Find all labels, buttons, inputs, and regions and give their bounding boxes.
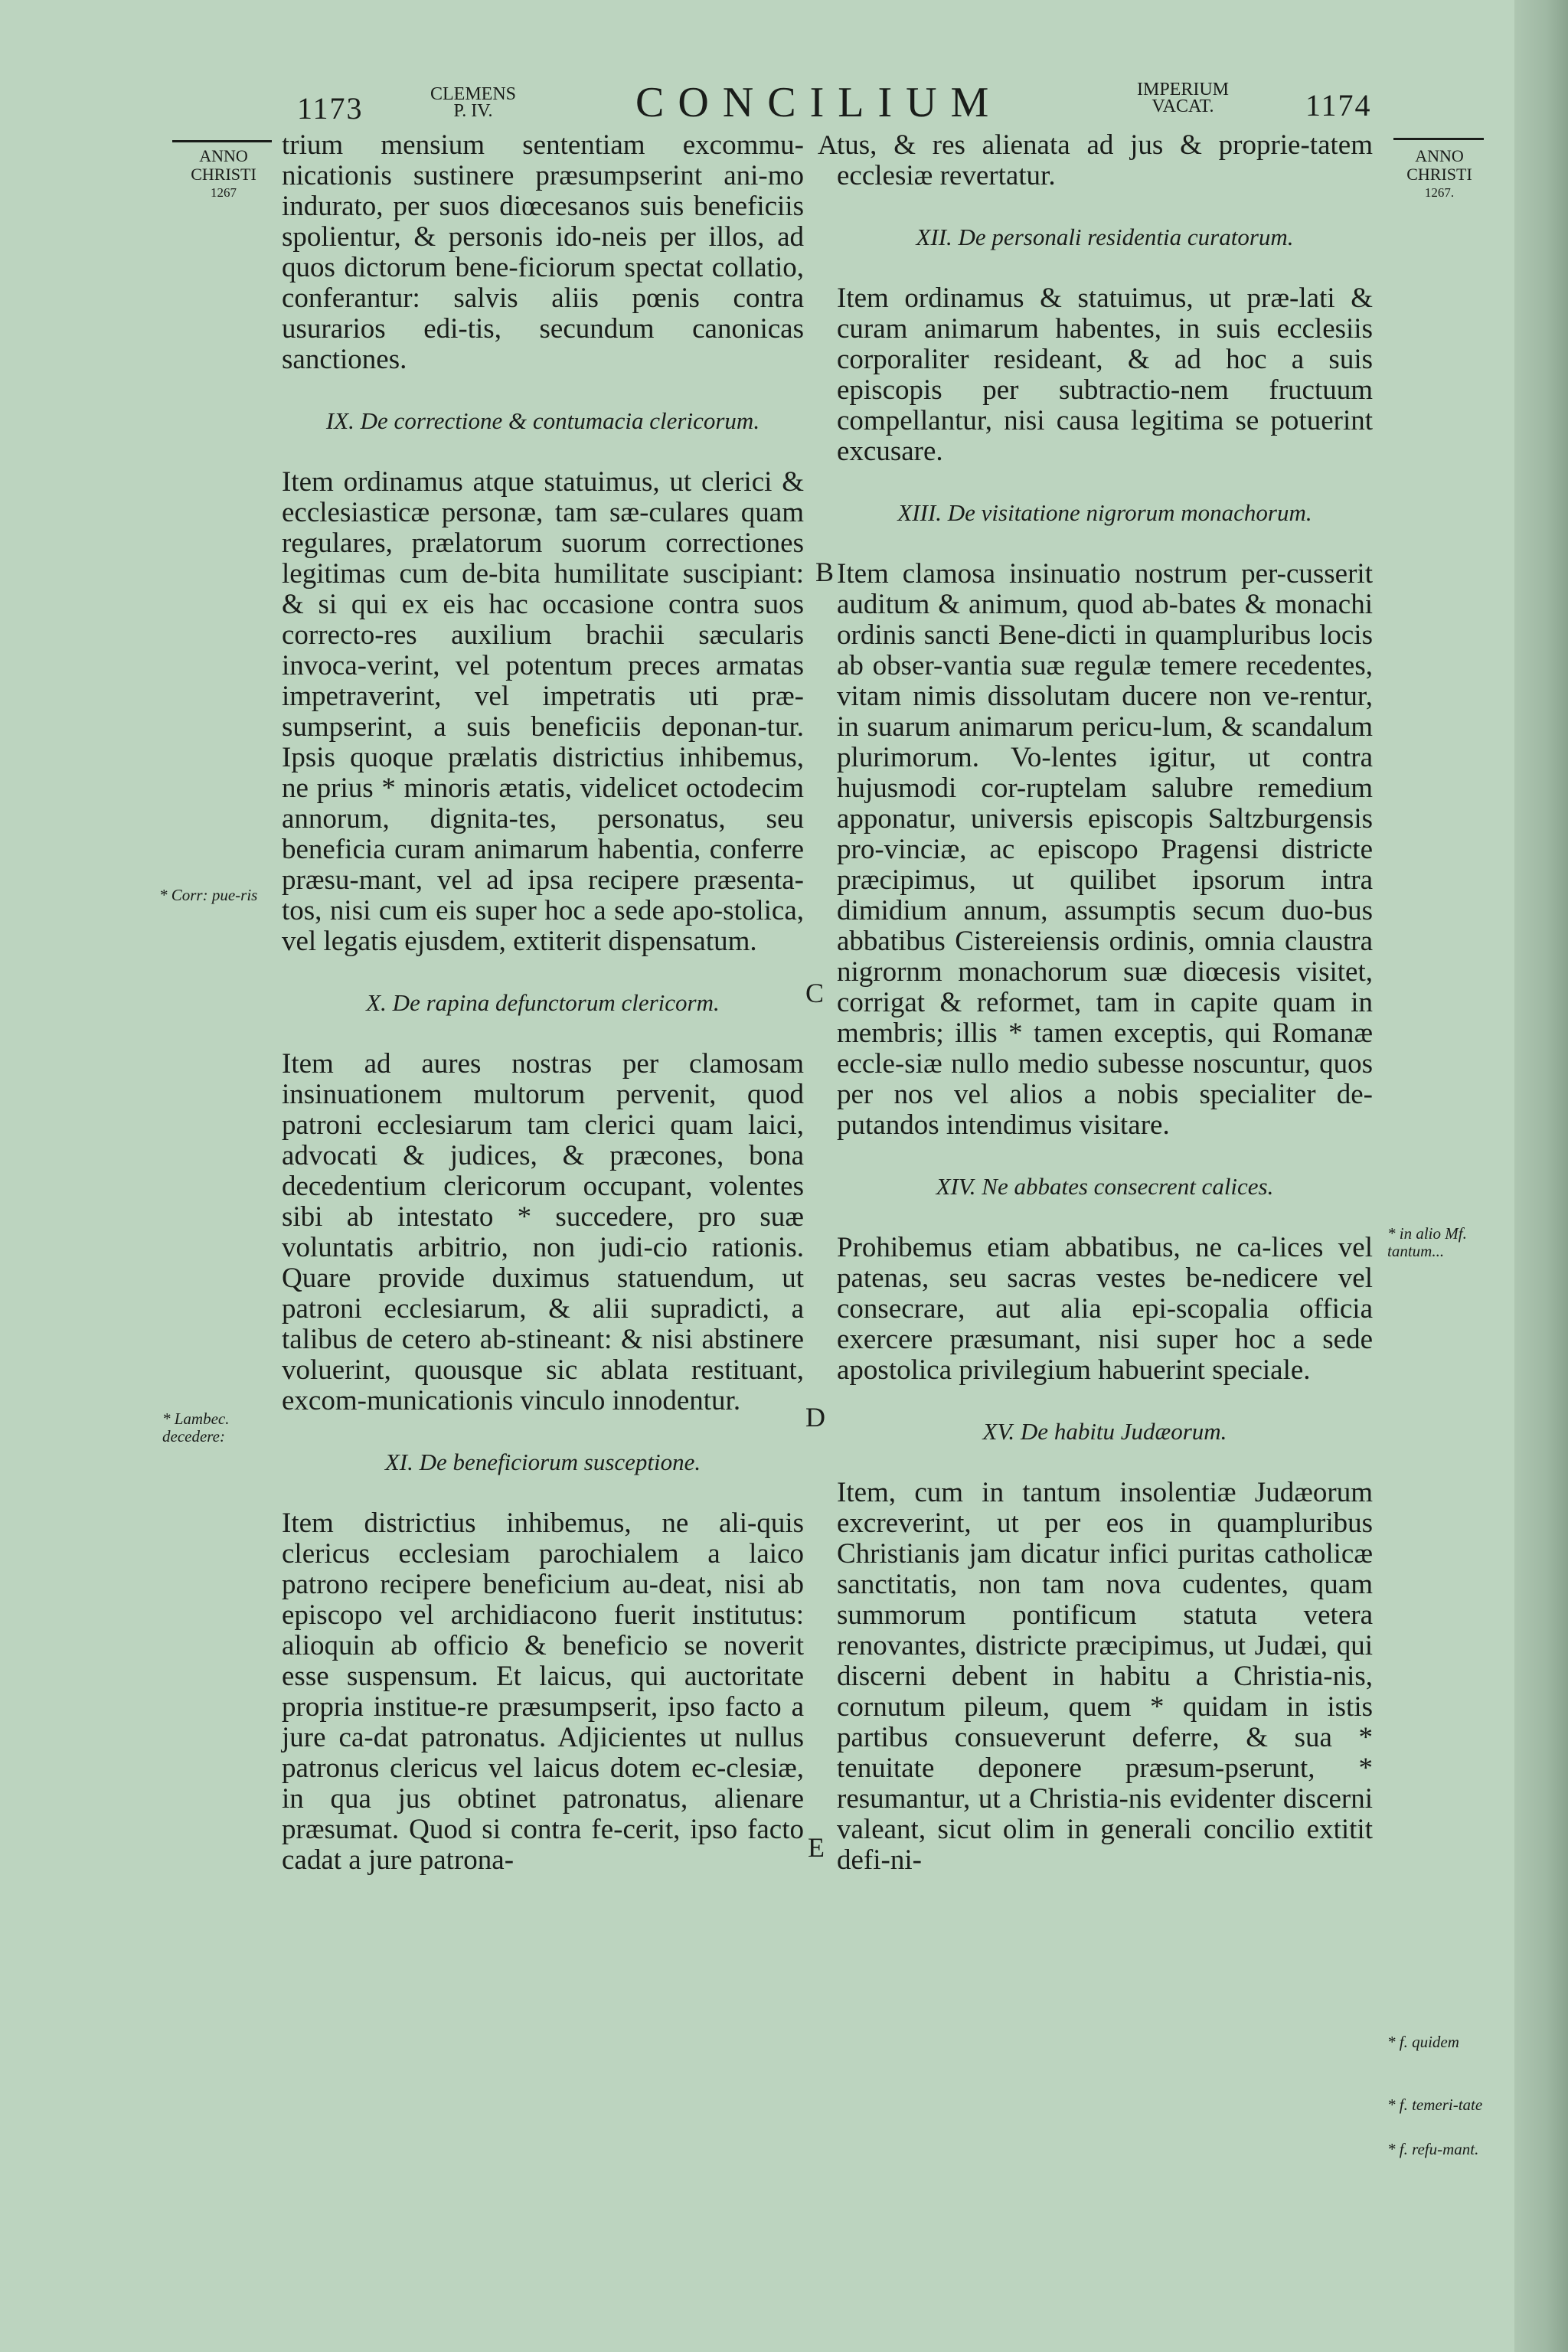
anno-right-year: 1267. [1424, 185, 1455, 200]
paragraph-ix: Item ordinamus atque statuimus, ut clerici & ecclesiasticæ personæ, tam sæ-culares quam regulares, prælatorum suorum correctiones legitimas cum de-bita humilitate suscipiant: & si qui ex eis hac occasione contra suos correcto-res auxilium brachii sæcularis invoca-verint, vel potentum preces armatas impetraverint, vel impetratis uti præ-sumpserint, a suis beneficiis deponan-tur. Ipsis quoque prælatis districtius inhibemus, ne prius * minoris ætatis, videlicet octodecim annorum, dignita-tes, personatus, seu beneficia curam animarum habentia, conferre præsu-mant, vel ad ipsa recipere præsenta-tos, nisi cum eis super hoc a sede apo-stolica, vel legatis ejusdem, extiterit dispensatum. [282, 466, 804, 957]
page-number-right: 1174 [1305, 88, 1372, 122]
pope-name-line2: P. IV. [453, 101, 493, 121]
paragraph-xiii: Item clamosa insinuatio nostrum per-cusserit auditum & animum, quod ab-bates & monachi ordinis sancti Bene-dicti in quampluribus locis ab obser-vantia suæ regulæ temere recedentes, vitam nimis dissolutam ducere non ve-rentur, in suarum animarum pericu-lum, & scandalum plurimorum. Vo-lentes igitur, ut contra hujusmodi cor-ruptelam salubre remedium apponatur, universis episcopis Saltzburgensis pro-vinciæ, ac episcopo Pragensi districte præcipimus, ut quilibet ipsorum intra dimidium annum, assumptis secum duo-bus abbatibus Cistereiensis ordinis, omnia claustra nigrornm monachorum suæ diœcesis visitet, corrigat & reformet, tam in capite quam in membris; illis * tamen exceptis, qui Romanæ eccle-siæ nullo medio subesse noscuntur, quos per nos vel alios a nobis specialiter de-putandos intendimus visitare. [837, 558, 1373, 1141]
empire-status-line2: VACAT. [1152, 96, 1214, 116]
margin-note-alio-ms: * in alio Mf. tantum... [1387, 1224, 1467, 1260]
anno-left-line1: ANNO [199, 146, 248, 165]
anno-christi-left [170, 147, 277, 202]
facing-page-edge [1514, 0, 1568, 2352]
section-letter-d: D [805, 1402, 825, 1432]
heading-xv: XV. De habitu Judæorum. [982, 1418, 1227, 1445]
section-letter-e: E [808, 1832, 825, 1863]
heading-ix: IX. De correctione & contumacia clericorum. [325, 407, 760, 434]
paragraph-xiv: Prohibemus etiam abbatibus, ne ca-lices vel patenas, seu sacras vestes be-nedicere vel consecrare, aut alia epi-scopalia officia exercere præsumant, nisi super hoc a sede apostolica privilegium habuerint speciale. [837, 1232, 1373, 1386]
section-letter-b: B [815, 557, 835, 587]
section-letter-a: A [818, 129, 838, 160]
heading-xiv: XIV. Ne abbates consecrent calices. [936, 1173, 1274, 1200]
left-text-column [282, 130, 804, 1876]
paragraph-viii-end: trium mensium sententiam excommu-nicationis sustinere præsumpserint ani-mo indurato, per suos diœcesanos suis beneficiis spolientur, & personis ido-neis per illos, ad quos dictorum bene-ficiorum spectat collatio, conferantur: salvis aliis pœnis contra usurarios edi-tis, secundum canonicas sanctiones. [282, 129, 804, 375]
anno-left-year: 1267 [211, 185, 237, 200]
section-letter-c: C [805, 978, 825, 1008]
empire-status-line1: IMPERIUM [1136, 80, 1229, 100]
anno-rule-left [172, 140, 272, 142]
anno-right-line2: CHRISTI [1406, 165, 1472, 184]
heading-xii: XII. De personali residentia curatorum. [916, 224, 1294, 250]
page-title: CONCILIUM [635, 79, 1003, 126]
page-number-left: 1173 [297, 91, 364, 126]
paragraph-x: Item ad aures nostras per clamosam insinuationem multorum pervenit, quod patroni ecclesiarum tam clerici quam laici, advocati & judices, & præcones, bona decedentium clericorum occupant, volentes sibi ab intestato * succedere, pro suæ voluntatis arbitrio, non judi-cio rationis. Quare provide duximus statuendum, ut patroni ecclesiarum, & alii supradicti, a talibus de cetero ab-stineant: & nisi abstinere voluerint, quousque sic ablata restituant, excom-municationis vinculo innodentur. [282, 1048, 804, 1416]
anno-rule-right [1393, 138, 1484, 140]
pope-name [420, 86, 527, 119]
margin-note-resumant: * f. refu-mant. [1387, 2140, 1479, 2158]
heading-x: X. De rapina defunctorum clericorm. [366, 989, 720, 1016]
margin-note-lambec: * Lambec. decedere: [162, 1410, 230, 1446]
heading-xiii: XIII. De visitatione nigrorum monachorum. [897, 499, 1312, 526]
empire-status [1114, 81, 1252, 115]
margin-note-pueris: * Corr: pue-ris [159, 886, 258, 904]
paragraph-xi: Item districtius inhibemus, ne ali-quis clericus ecclesiam parochialem a laico patrono recipere beneficium au-deat, nisi ab episcopo vel archidiacono fuerit institutus: alioquin ab officio & beneficio se noverit esse suspensum. Et laicus, qui auctoritate propria institue-re præsumpserit, ipso facto a jure ca-dat patronatus. Adjicientes ut nullus patronus clericus vel laicus dotem ec-clesiæ, in qua jus obtinet patronatus, alienare præsumat. Quod si contra fe-cerit, ipso facto cadat a jure patrona- [282, 1508, 804, 1876]
paragraph-xi-end: tus, & res alienata ad jus & proprie-tatem ecclesiæ revertatur. [837, 129, 1373, 191]
anno-christi-right [1386, 147, 1493, 202]
right-text-column [837, 130, 1373, 1876]
heading-xi: XI. De beneficiorum susceptione. [384, 1449, 701, 1475]
paragraph-xv: Item, cum in tantum insolentiæ Judæorum excreverint, ut per eos in quampluribus Christianis jam dicatur infici puritas catholicæ sanctitatis, non tam nova cudentes, quam summorum pontificum statuta vetera renovantes, districte præcipimus, ut Judæi, qui discerni debent in habitu a Christia-nis, cornutum pileum, quem * quidam in istis partibus consueverunt deferre, & sua * tenuitate deponere præsum-pserunt, * resumantur, ut a Christia-nis evidenter discerni valeant, sicut olim in generali concilio extitit defi-ni- [837, 1477, 1373, 1876]
anno-left-line2: CHRISTI [191, 165, 256, 184]
margin-note-quidem: * f. quidem [1387, 2033, 1459, 2051]
margin-note-temeritate: * f. temeri-tate [1387, 2096, 1483, 2114]
anno-right-line1: ANNO [1415, 146, 1464, 165]
pope-name-line1: CLEMENS [430, 84, 516, 104]
paragraph-xii: Item ordinamus & statuimus, ut præ-lati & curam animarum habentes, in suis ecclesiis corporaliter resideant, & ad hoc a suis episcopis per subtractio-nem fructuum compellantur, nisi causa legitima se potuerint excusare. [837, 283, 1373, 467]
